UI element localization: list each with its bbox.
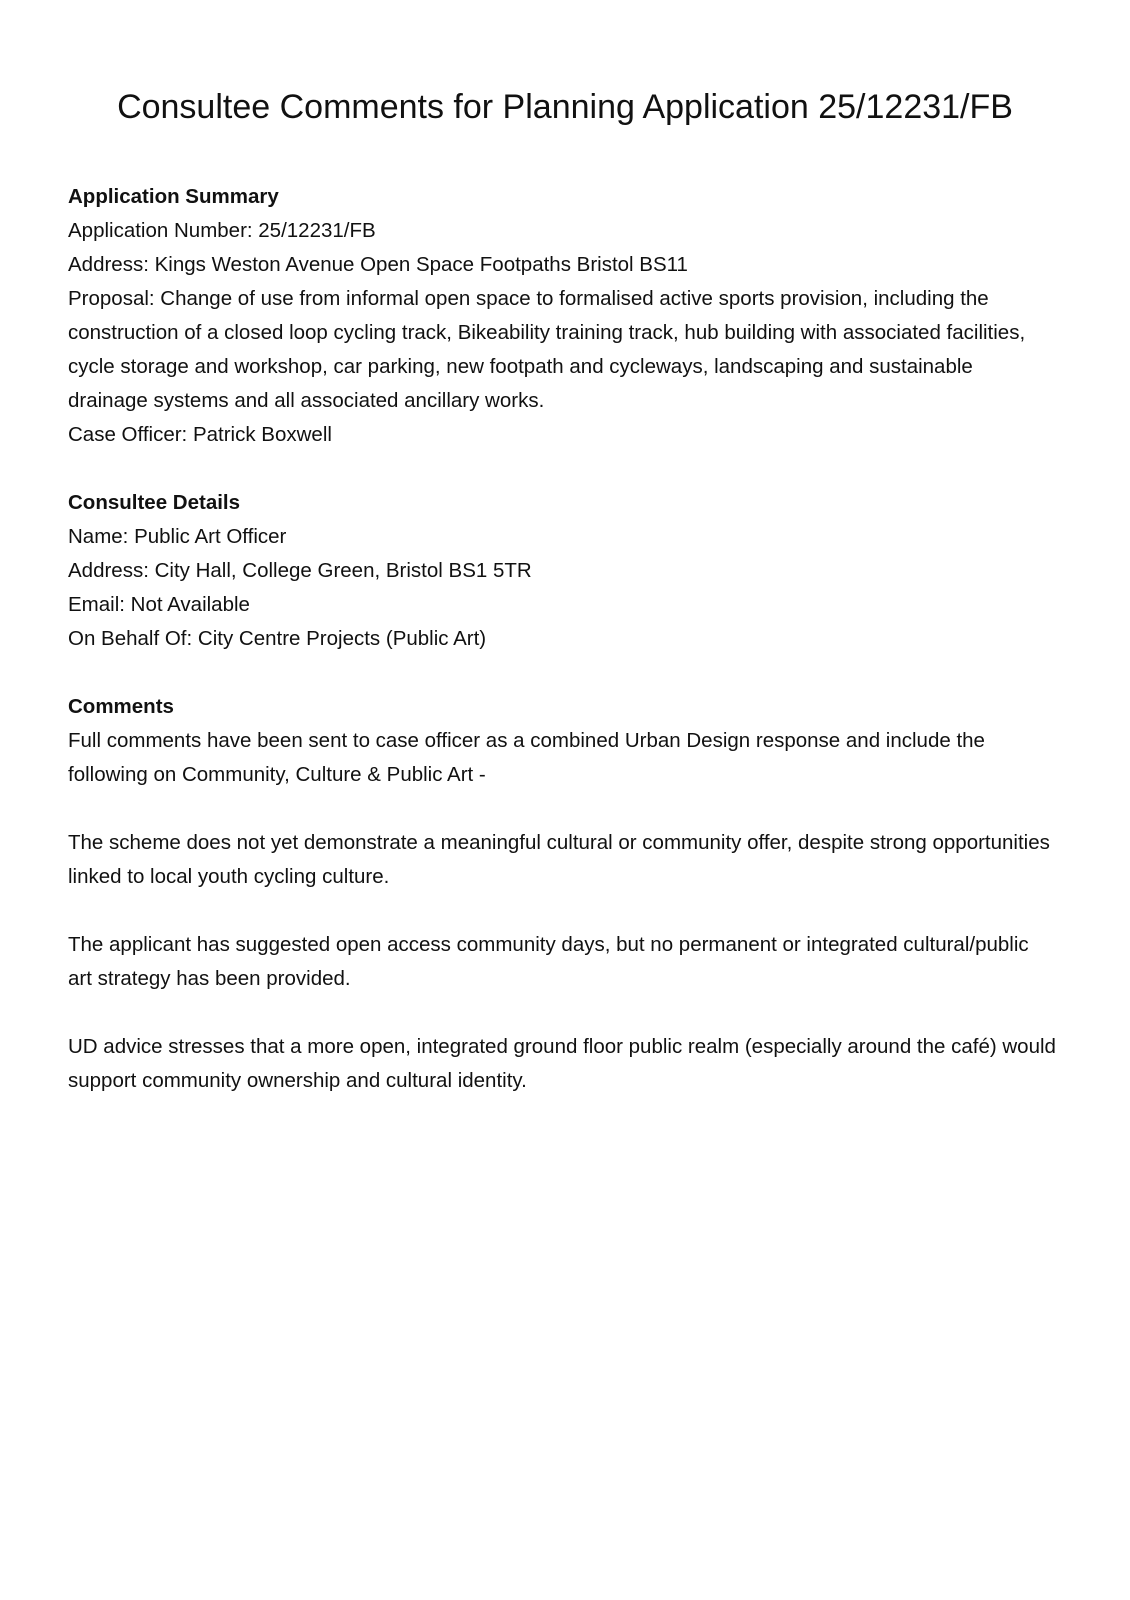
consultee-on-behalf-of: On Behalf Of: City Centre Projects (Public Art) bbox=[68, 627, 487, 650]
comments-body bbox=[68, 724, 1058, 1098]
comment-paragraph: UD advice stresses that a more open, integrated ground floor public realm (especially around the café) would support community ownership and cultural identity. bbox=[68, 1035, 1056, 1092]
consultee-details-section bbox=[68, 486, 1058, 656]
consultee-address: Address: City Hall, College Green, Bristol BS1 5TR bbox=[68, 559, 532, 582]
comment-paragraph: The scheme does not yet demonstrate a meaningful cultural or community offer, despite strong opportunities linked to local youth cycling culture. bbox=[68, 831, 1050, 888]
consultee-details-heading: Consultee Details bbox=[68, 491, 241, 514]
document-content bbox=[68, 180, 1058, 1132]
application-number: Application Number: 25/12231/FB bbox=[68, 219, 376, 242]
consultee-name: Name: Public Art Officer bbox=[68, 525, 287, 548]
comments-heading: Comments bbox=[68, 695, 174, 718]
application-summary-section bbox=[68, 180, 1058, 452]
application-proposal: Proposal: Change of use from informal open space to formalised active sports provision, including the construction of a closed loop cycling track, Bikeability training track, hub building with associated facilities, cycle storage and workshop, car parking, new footpath and cycleways, landscaping and sustainable drainage systems and all associated ancillary works. bbox=[68, 287, 1026, 412]
application-address: Address: Kings Weston Avenue Open Space Footpaths Bristol BS11 bbox=[68, 253, 688, 276]
comment-paragraph: Full comments have been sent to case officer as a combined Urban Design response and include the following on Community, Culture & Public Art - bbox=[68, 729, 985, 786]
case-officer: Case Officer: Patrick Boxwell bbox=[68, 423, 332, 446]
page-title: Consultee Comments for Planning Application 25/12231/FB bbox=[117, 88, 1013, 126]
application-summary-heading: Application Summary bbox=[68, 185, 279, 208]
consultee-email: Email: Not Available bbox=[68, 593, 250, 616]
comment-paragraph: The applicant has suggested open access community days, but no permanent or integrated cultural/public art strategy has been provided. bbox=[68, 933, 1029, 990]
comments-section bbox=[68, 690, 1058, 1098]
